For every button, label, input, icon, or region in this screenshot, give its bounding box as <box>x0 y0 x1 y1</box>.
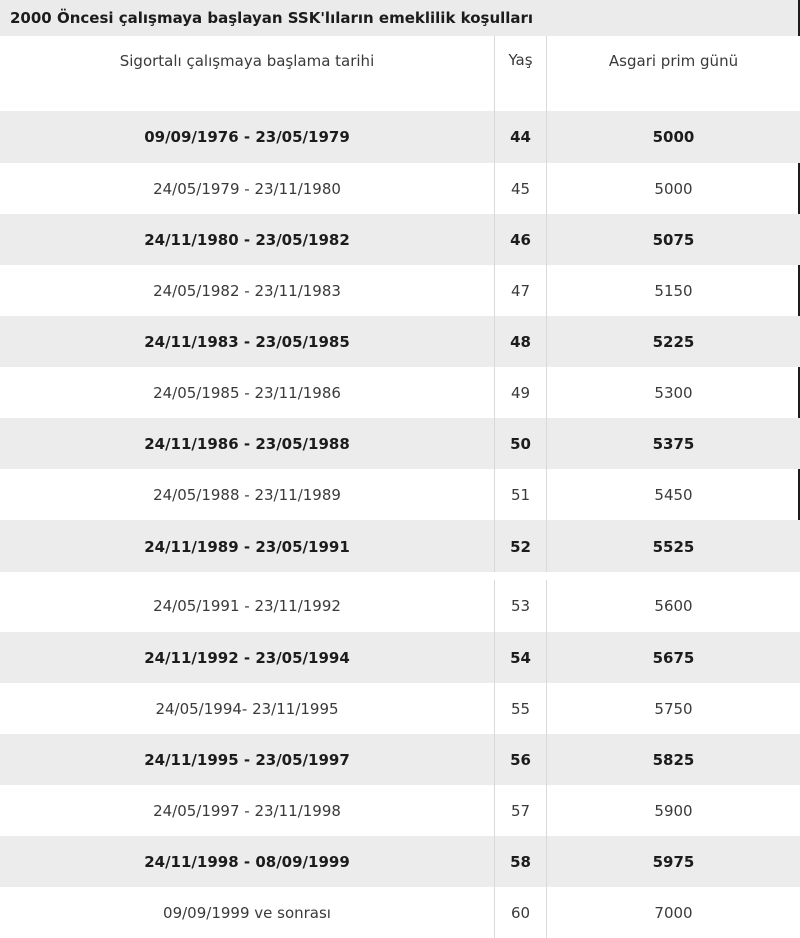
cell-age: 45 <box>494 163 547 214</box>
table-row <box>0 785 800 836</box>
cell-age: 47 <box>494 265 547 316</box>
cell-period: 24/11/1983 - 23/05/1985 <box>144 332 350 351</box>
cell-age: 53 <box>494 580 547 632</box>
cell-period: 24/11/1980 - 23/05/1982 <box>144 230 350 249</box>
cell-period: 24/11/1992 - 23/05/1994 <box>144 648 350 667</box>
cell-period: 24/11/1995 - 23/05/1997 <box>144 750 350 769</box>
cell-min-days: 5525 <box>652 537 695 556</box>
header-start-date: Sigortalı çalışmaya başlama tarihi <box>119 52 375 70</box>
table-row <box>0 632 800 683</box>
cell-min-days: 5600 <box>654 597 693 615</box>
header-age: Yaş <box>494 36 547 111</box>
table-header-row <box>0 36 800 111</box>
cell-min-days: 5075 <box>652 230 695 249</box>
cell-min-days: 5450 <box>654 485 693 504</box>
table-row <box>0 683 800 734</box>
table-title: 2000 Öncesi çalışmaya başlayan SSK'lıların emeklilik koşulları <box>0 0 800 36</box>
table-break <box>0 572 800 580</box>
cell-period: 24/05/1988 - 23/11/1989 <box>153 485 341 504</box>
cell-min-days: 5675 <box>652 648 695 667</box>
cell-period: 24/05/1997 - 23/11/1998 <box>153 801 341 820</box>
cell-age: 58 <box>494 836 547 887</box>
table-row <box>0 520 800 573</box>
cell-period: 09/09/1976 - 23/05/1979 <box>144 128 350 146</box>
cell-age: 60 <box>494 887 547 938</box>
cell-min-days: 5900 <box>654 801 693 820</box>
cell-age: 57 <box>494 785 547 836</box>
table-row <box>0 367 800 418</box>
cell-age: 55 <box>494 683 547 734</box>
header-min-days: Asgari prim günü <box>608 52 739 70</box>
table-row <box>0 836 800 887</box>
table-row <box>0 887 800 938</box>
cell-period: 24/05/1991 - 23/11/1992 <box>153 597 341 615</box>
retirement-table-part-2 <box>0 580 800 938</box>
cell-age: 54 <box>494 632 547 683</box>
cell-period: 24/05/1994- 23/11/1995 <box>155 699 339 718</box>
cell-age: 44 <box>494 111 547 163</box>
table-row <box>0 316 800 367</box>
table-row <box>0 111 800 163</box>
cell-age: 50 <box>494 418 547 469</box>
cell-period: 09/09/1999 ve sonrası <box>163 903 331 922</box>
table-row <box>0 265 800 316</box>
cell-min-days: 5000 <box>654 179 693 198</box>
cell-period: 24/05/1979 - 23/11/1980 <box>153 179 341 198</box>
cell-age: 56 <box>494 734 547 785</box>
cell-min-days: 5375 <box>652 434 695 453</box>
cell-min-days: 7000 <box>654 903 693 922</box>
cell-period: 24/05/1985 - 23/11/1986 <box>153 383 341 402</box>
cell-period: 24/05/1982 - 23/11/1983 <box>153 281 341 300</box>
table-row <box>0 418 800 469</box>
table-row <box>0 580 800 632</box>
cell-age: 46 <box>494 214 547 265</box>
cell-age: 52 <box>494 520 547 573</box>
cell-age: 51 <box>494 469 547 520</box>
cell-period: 24/11/1986 - 23/05/1988 <box>144 434 350 453</box>
cell-min-days: 5225 <box>652 332 695 351</box>
retirement-table-part-1 <box>0 36 800 573</box>
table-row <box>0 469 800 520</box>
table-row <box>0 163 800 214</box>
cell-min-days: 5825 <box>652 750 695 769</box>
cell-min-days: 5300 <box>654 383 693 402</box>
cell-min-days: 5750 <box>654 699 693 718</box>
table-row <box>0 734 800 785</box>
cell-min-days: 5000 <box>652 128 695 146</box>
cell-min-days: 5150 <box>654 281 693 300</box>
cell-period: 24/11/1998 - 08/09/1999 <box>144 852 350 871</box>
table-row <box>0 214 800 265</box>
cell-age: 48 <box>494 316 547 367</box>
cell-period: 24/11/1989 - 23/05/1991 <box>144 537 350 556</box>
cell-age: 49 <box>494 367 547 418</box>
cell-min-days: 5975 <box>652 852 695 871</box>
